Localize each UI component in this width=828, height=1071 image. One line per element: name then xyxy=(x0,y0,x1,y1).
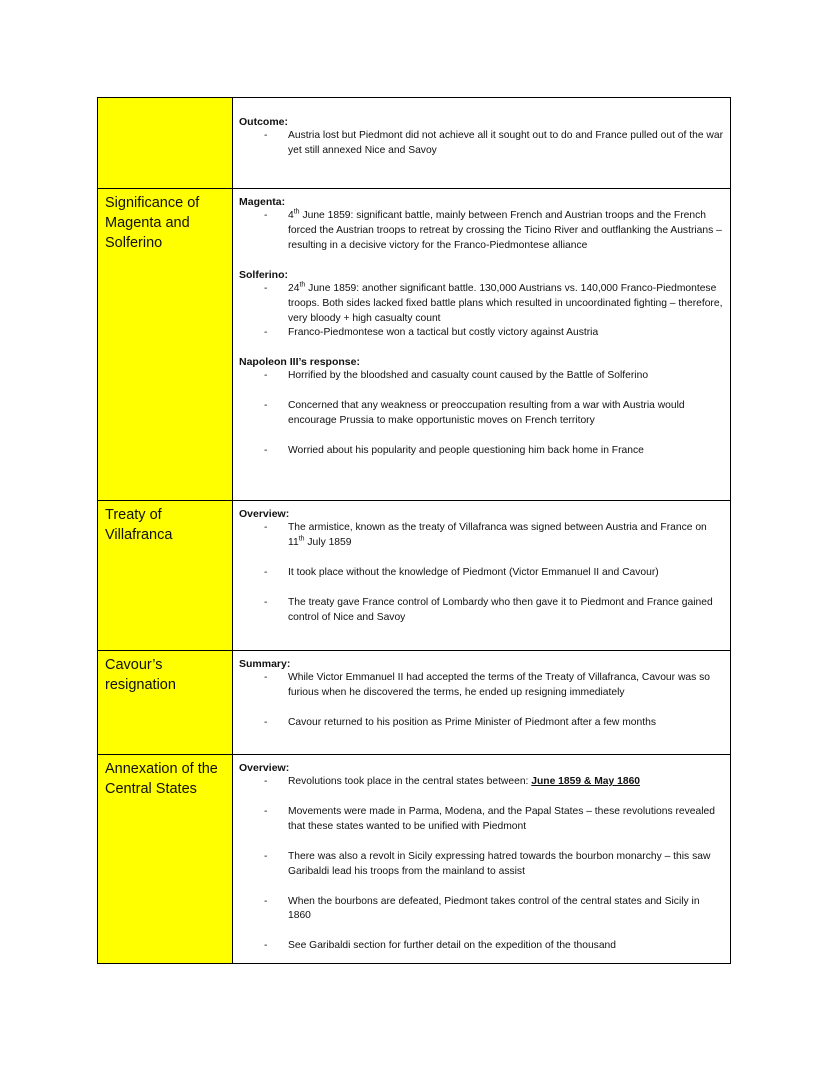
bullet-item: - Austria lost but Piedmont did not achieve all it sought out to do and France pulled out of the war yet still annexed Nice and Savoy xyxy=(239,129,724,159)
topic-cell xyxy=(98,755,233,964)
content-cell xyxy=(233,501,731,651)
bullet-item xyxy=(239,521,724,551)
content-cell xyxy=(233,98,731,189)
section-magenta xyxy=(239,195,724,254)
bullet-list xyxy=(239,369,724,459)
section-outcome xyxy=(239,115,724,159)
topic-cell xyxy=(98,651,233,755)
table-row-annexation xyxy=(98,755,731,964)
bullet-list xyxy=(239,671,724,731)
content-cell xyxy=(233,755,731,964)
table-row-cavour xyxy=(98,651,731,755)
section-overview xyxy=(239,761,724,954)
topic-title: Annexation of the Central States xyxy=(105,761,218,797)
bullet-item: - There was also a revolt in Sicily expressing hatred towards the bourbon monarchy – this saw Garibaldi lead his troops from the mainland to assist xyxy=(239,850,724,880)
section-overview xyxy=(239,507,724,626)
date-day: 4 xyxy=(288,210,294,221)
ordinal-suffix: th xyxy=(298,535,305,543)
bullet-item: - Movements were made in Parma, Modena, and the Papal States – these revolutions revealed that these states wanted to be unified with Piedmont xyxy=(239,805,724,835)
bullet-item: - See Garibaldi section for further detail on the expedition of the thousand xyxy=(239,939,724,954)
topic-title xyxy=(98,98,232,102)
content-cell xyxy=(233,651,731,755)
topic-cell xyxy=(98,189,233,501)
bullet-item: - It took place without the knowledge of Piedmont (Victor Emmanuel II and Cavour) xyxy=(239,566,724,581)
section-napoleon-response xyxy=(239,355,724,459)
bullet-item: - Concerned that any weakness or preoccupation resulting from a war with Austria would encourage Prussia to make opportunistic moves on French territory xyxy=(239,399,724,429)
section-solferino xyxy=(239,268,724,342)
table-row-magenta-solferino xyxy=(98,189,731,501)
bullet-item: - Horrified by the bloodshed and casualty count caused by the Battle of Solferino xyxy=(239,369,724,384)
bullet-list xyxy=(239,209,724,254)
table-row-outcome xyxy=(98,98,731,189)
section-heading: Napoleon III’s response: xyxy=(239,356,360,369)
section-summary xyxy=(239,657,724,731)
bullet-item xyxy=(239,282,724,327)
bullet-text: June 1859: another significant battle. 130,000 Austrians vs. 140,000 Franco-Piedmontese troops. Both sides lacked fixed battle plans which resulted in uncoordinated fighting – therefore, very bloody + high casualty count xyxy=(288,282,723,324)
bullet-text: June 1859: significant battle, mainly between French and Austrian troops and the French forced the Austrian troops to retreat by crossing the Ticino River and outflanking the Austrians – resulting in a decisive victory for the Franco-Piedmontese alliance xyxy=(288,210,722,251)
bullet-text: July 1859 xyxy=(304,536,352,548)
section-heading: Overview: xyxy=(239,508,290,520)
bullet-item: - Worried about his popularity and people questioning him back home in France xyxy=(239,444,724,459)
section-heading: Solferino: xyxy=(239,268,288,281)
section-heading: Summary: xyxy=(239,658,291,670)
bullet-item: - When the bourbons are defeated, Piedmont takes control of the central states and Sicily in 1860 xyxy=(239,895,724,925)
section-heading: Magenta: xyxy=(239,196,286,208)
content-cell xyxy=(233,189,731,501)
bullet-list xyxy=(239,282,724,342)
section-heading: Overview: xyxy=(239,762,290,774)
bullet-list xyxy=(239,129,724,159)
topic-title: Cavour’s resignation xyxy=(105,657,176,693)
bullet-item: - While Victor Emmanuel II had accepted the terms of the Treaty of Villafranca, Cavour was so furious when he discovered the terms, he ended up resigning immediately xyxy=(239,671,724,701)
table-row-villafranca xyxy=(98,501,731,651)
bullet-item: - Franco-Piedmontese won a tactical but costly victory against Austria xyxy=(239,326,724,341)
topic-title: Treaty of Villafranca xyxy=(105,507,173,543)
topic-title: Significance of Magenta and Solferino xyxy=(105,195,200,251)
bullet-list xyxy=(239,775,724,954)
date-range-emphasis: June 1859 & May 1860 xyxy=(531,776,641,787)
topic-cell xyxy=(98,98,233,189)
bullet-list xyxy=(239,521,724,626)
notes-table xyxy=(97,97,731,964)
ordinal-suffix: th xyxy=(293,208,300,216)
ordinal-suffix: th xyxy=(299,281,306,289)
topic-cell xyxy=(98,501,233,651)
bullet-item: - The treaty gave France control of Lombardy who then gave it to Piedmont and France gained control of Nice and Savoy xyxy=(239,596,724,626)
date-day: 24 xyxy=(288,282,300,294)
bullet-item: - Cavour returned to his position as Prime Minister of Piedmont after a few months xyxy=(239,716,724,731)
section-heading: Outcome: xyxy=(239,116,289,128)
bullet-item xyxy=(239,775,724,790)
bullet-text: Revolutions took place in the central states between: xyxy=(288,776,532,787)
bullet-text: The armistice, known as the treaty of Villafranca was signed between Austria and France on 11 xyxy=(288,522,707,548)
bullet-item xyxy=(239,209,724,254)
